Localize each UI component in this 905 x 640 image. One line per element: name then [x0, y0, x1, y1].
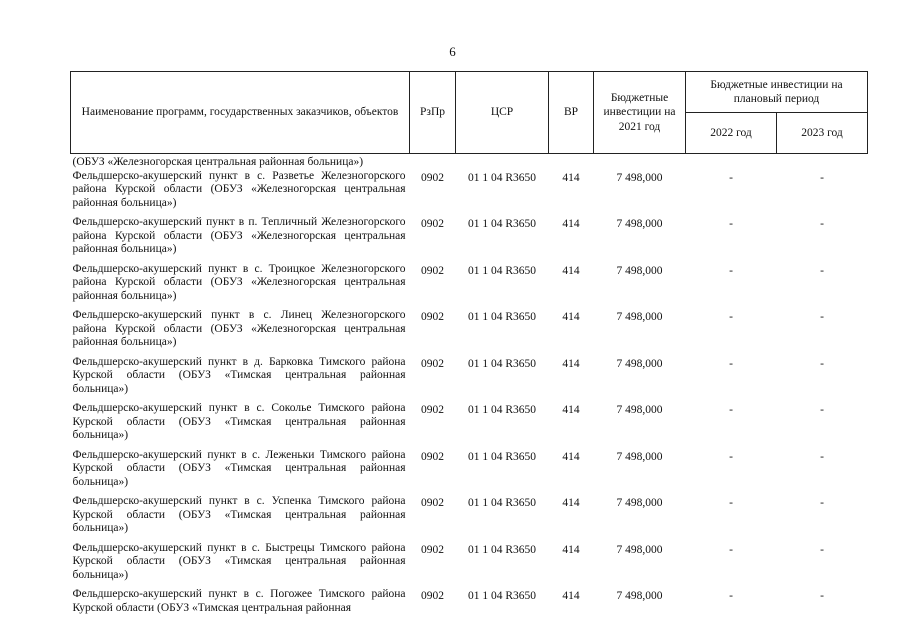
row-rzpr: 0902 — [421, 218, 444, 230]
table-body — [71, 154, 868, 622]
row-csr: 01 1 04 R3650 — [467, 171, 537, 184]
header-name: Наименование программ, государственных заказчиков, объектов — [71, 72, 410, 154]
row-csr: 01 1 04 R3650 — [467, 357, 537, 370]
investment-table — [70, 71, 868, 621]
table-row — [71, 402, 868, 449]
row-csr: 01 1 04 R3650 — [467, 264, 537, 277]
continuation-text: (ОБУЗ «Железногорская центральная районная больница») — [72, 156, 364, 168]
row-year-2023: - — [820, 404, 824, 416]
row-vr: 414 — [562, 218, 580, 230]
row-name: Фельдшерско-акушерский пункт в с. Линец Железногорского района Курской области (ОБУЗ «Железногорская центральная районная больница») — [72, 309, 406, 348]
row-vr: 414 — [562, 357, 580, 370]
header-vr: ВР — [549, 72, 594, 154]
row-rzpr: 0902 — [421, 497, 444, 509]
row-year-2022: - — [729, 218, 733, 230]
row-budget-2021: 7 498,000 — [616, 171, 663, 184]
table-row — [71, 356, 868, 403]
row-rzpr: 0902 — [421, 543, 444, 556]
table-row — [71, 170, 868, 217]
row-name: Фельдшерско-акушерский пункт в с. Быстрецы Тимского района Курской области (ОБУЗ «Тимская центральная районная больница») — [72, 541, 406, 581]
row-year-2023: - — [820, 218, 824, 230]
table-row — [71, 263, 868, 310]
row-year-2022: - — [729, 357, 733, 370]
row-year-2023: - — [820, 357, 824, 370]
table-row — [71, 216, 868, 263]
row-year-2023: - — [820, 497, 824, 509]
row-year-2022: - — [729, 590, 733, 602]
row-budget-2021: 7 498,000 — [616, 450, 663, 463]
row-csr: 01 1 04 R3650 — [467, 497, 537, 509]
row-name: Фельдшерско-акушерский пункт в с. Успенка Тимского района Курской области (ОБУЗ «Тимская центральная районная больница») — [72, 495, 406, 534]
row-vr: 414 — [562, 404, 580, 416]
row-year-2022: - — [729, 543, 733, 556]
row-rzpr: 0902 — [421, 171, 444, 184]
row-budget-2021: 7 498,000 — [616, 590, 663, 602]
row-budget-2021: 7 498,000 — [616, 404, 663, 416]
table-row — [71, 588, 868, 621]
row-rzpr: 0902 — [421, 357, 444, 370]
row-year-2023: - — [820, 264, 824, 277]
table-row — [71, 495, 868, 542]
row-year-2022: - — [729, 404, 733, 416]
row-budget-2021: 7 498,000 — [616, 311, 663, 323]
table-row — [71, 309, 868, 356]
row-budget-2021: 7 498,000 — [616, 264, 663, 277]
row-rzpr: 0902 — [421, 404, 444, 416]
row-csr: 01 1 04 R3650 — [467, 543, 537, 556]
row-year-2022: - — [729, 264, 733, 277]
row-budget-2021: 7 498,000 — [616, 543, 663, 556]
row-csr: 01 1 04 R3650 — [467, 218, 537, 230]
row-vr: 414 — [562, 311, 580, 323]
row-csr: 01 1 04 R3650 — [467, 450, 537, 463]
table-row — [71, 542, 868, 589]
header-rzpr: РзПр — [410, 72, 456, 154]
row-rzpr: 0902 — [421, 450, 444, 463]
row-name: Фельдшерско-акушерский пункт в д. Барковка Тимского района Курской области (ОБУЗ «Тимская центральная районная больница») — [72, 355, 406, 395]
header-budget-2021: Бюджетные инвестиции на 2021 год — [594, 72, 686, 154]
row-year-2023: - — [820, 590, 824, 602]
header-planned-period: Бюджетные инвестиции на плановый период — [686, 72, 868, 113]
row-name: Фельдшерско-акушерский пункт в п. Тепличный Железногорского района Курской области (ОБУЗ «Железногорская центральная районная больница») — [72, 216, 406, 255]
row-name: Фельдшерско-акушерский пункт в с. Погожее Тимского района Курской области (ОБУЗ «Тимская центральная районная — [72, 588, 406, 614]
header-csr: ЦСР — [456, 72, 549, 154]
row-year-2023: - — [820, 311, 824, 323]
row-csr: 01 1 04 R3650 — [467, 311, 537, 323]
header-year-2023: 2023 год — [777, 113, 868, 154]
row-csr: 01 1 04 R3650 — [467, 404, 537, 416]
row-name: Фельдшерско-акушерский пункт в с. Соколье Тимского района Курской области (ОБУЗ «Тимская центральная районная больница») — [72, 402, 406, 441]
row-year-2022: - — [729, 450, 733, 463]
row-budget-2021: 7 498,000 — [616, 497, 663, 509]
row-rzpr: 0902 — [421, 590, 444, 602]
row-year-2023: - — [820, 543, 824, 556]
page-number: 6 — [449, 44, 456, 59]
row-year-2022: - — [729, 497, 733, 509]
row-vr: 414 — [562, 590, 580, 602]
row-csr: 01 1 04 R3650 — [467, 590, 537, 602]
row-budget-2021: 7 498,000 — [616, 357, 663, 370]
row-name: Фельдшерско-акушерский пункт в с. Леженьки Тимского района Курской области (ОБУЗ «Тимская центральная районная больница») — [72, 448, 406, 488]
row-name: Фельдшерско-акушерский пункт в с. Разветье Железногорского района Курской области (ОБУЗ «Железногорская центральная районная больница») — [72, 169, 406, 209]
table-row — [71, 449, 868, 496]
row-vr: 414 — [562, 171, 580, 184]
row-rzpr: 0902 — [421, 264, 444, 277]
header-year-2022: 2022 год — [686, 113, 777, 154]
row-rzpr: 0902 — [421, 311, 444, 323]
row-year-2022: - — [729, 171, 733, 184]
row-year-2023: - — [820, 450, 824, 463]
row-year-2022: - — [729, 311, 733, 323]
row-vr: 414 — [562, 543, 580, 556]
row-vr: 414 — [562, 264, 580, 277]
row-year-2023: - — [820, 171, 824, 184]
row-vr: 414 — [562, 497, 580, 509]
row-vr: 414 — [562, 450, 580, 463]
row-name: Фельдшерско-акушерский пункт в с. Троицкое Железногорского района Курской области (ОБУЗ «Железногорская центральная районная больница») — [72, 262, 406, 302]
row-budget-2021: 7 498,000 — [616, 218, 663, 230]
